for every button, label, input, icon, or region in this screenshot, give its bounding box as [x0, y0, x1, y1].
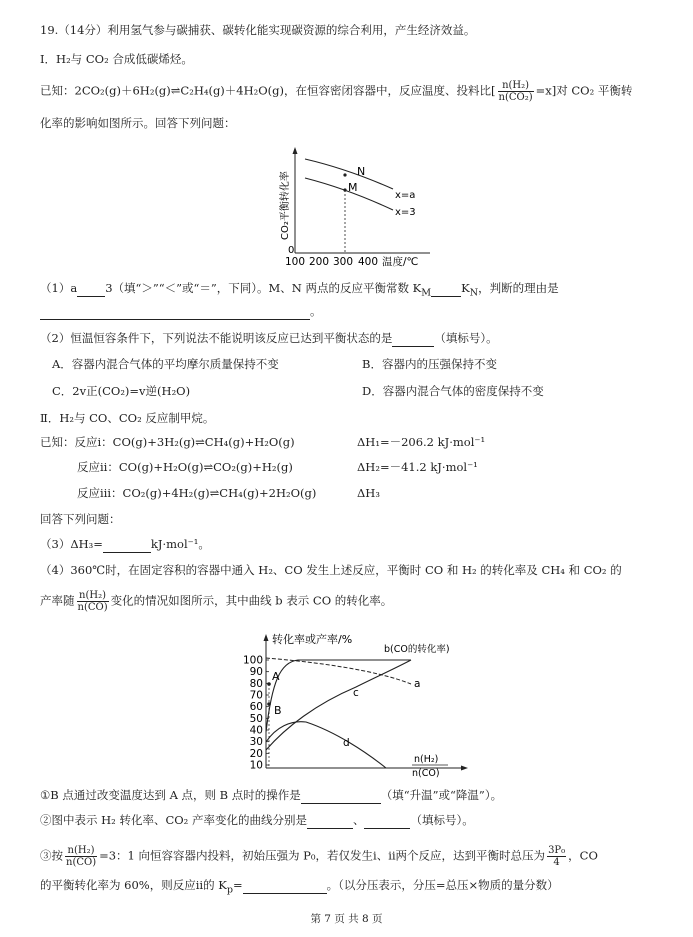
frac-num: n(H₂) — [498, 80, 534, 92]
q1-sub-m: M — [421, 287, 432, 299]
frac-den: n(CO) — [66, 857, 97, 868]
reaction-2: 反应ⅱ：CO(g)+H₂O(g)⇌CO₂(g)+H₂(g) — [77, 460, 293, 474]
q4-ratio-fraction — [77, 590, 109, 613]
label-curve-c: c — [353, 687, 359, 699]
x-axis-arrow — [461, 766, 468, 771]
option-a: A．容器内混合气体的平均摩尔质量保持不变 — [52, 357, 279, 371]
s3-text-b: =3：1 向恒容容器内投料，初始压强为 P₀，若仅发生ⅰ、ⅱ两个反应，达到平衡时总压为 — [99, 848, 546, 863]
frac-den: n(CO₂) — [498, 92, 533, 103]
y-tick-label: 10 — [249, 759, 263, 772]
y-ticks — [243, 655, 269, 772]
x-tick-200: 200 — [309, 256, 330, 268]
s2-sep: 、 — [352, 813, 365, 827]
option-c: C．2v正(CO₂)=v逆(H₂O) — [52, 384, 191, 398]
reaction-1-dh: ΔH₁=－206.2 kJ·mol⁻¹ — [357, 435, 486, 449]
chart-conversion-yield — [236, 632, 472, 780]
y-tick-label: 20 — [249, 747, 263, 760]
q1-blank-compare[interactable] — [77, 280, 105, 297]
sub-question-1 — [40, 787, 502, 804]
q1-sub-n: N — [469, 287, 479, 299]
q1-text-a: （1）a — [40, 281, 78, 295]
label-x-3: x=3 — [395, 207, 416, 218]
q3-text-b: kJ·mol⁻¹。 — [150, 537, 210, 551]
q1-blank-reason[interactable] — [40, 303, 310, 320]
sub-question-2 — [40, 812, 474, 829]
label-curve-a: a — [414, 678, 421, 690]
option-d: D．容器内混合气体的密度保持不变 — [362, 384, 544, 398]
s2-blank-2[interactable] — [364, 812, 410, 829]
y-tick-label: 30 — [249, 736, 263, 749]
y-axis-arrow — [293, 147, 298, 154]
s3-blank[interactable] — [243, 877, 327, 894]
x-axis-label: 温度/℃ — [382, 256, 419, 268]
q3-text-a: （3）ΔH₃= — [40, 537, 103, 551]
given-1-cont: 化率的影响如图所示。回答下列问题： — [40, 116, 236, 130]
s3-text-d: 的平衡转化率为 60%，则反应ⅱ的 K — [40, 878, 227, 892]
s3-text-a: ③按 — [40, 848, 63, 863]
reaction-2-dh: ΔH₂=－41.2 kJ·mol⁻¹ — [357, 460, 478, 474]
reaction-3: 反应ⅲ：CO₂(g)+4H₂(g)⇌CH₄(g)+2H₂O(g) — [77, 486, 317, 500]
q1-end: 。 — [310, 304, 322, 318]
label-m: M — [348, 181, 358, 194]
s3-text-f: 。（以分压表示，分压=总压×物质的量分数） — [326, 878, 559, 892]
point-a — [267, 682, 271, 686]
question-4-cont — [40, 590, 392, 613]
given-1-text: 已知：2CO₂(g)＋6H₂(g)⇌C₂H₄(g)＋4H₂O(g)，在恒容密闭容器中，反应温度、投料比[ — [40, 83, 496, 98]
reaction-3-dh: ΔH₃ — [357, 486, 380, 500]
q2-blank[interactable] — [392, 330, 434, 347]
question-4: （4）360℃时，在固定容积的容器中通入 H₂、CO 发生上述反应，平衡时 CO 和 H₂ 的转化率及 CH₄ 和 CO₂ 的 — [40, 563, 622, 577]
s1-blank[interactable] — [301, 787, 381, 804]
s2-text-a: ②图中表示 H₂ 转化率、CO₂ 产率变化的曲线分别是 — [40, 813, 307, 827]
answer-prompt: 回答下列问题： — [40, 512, 121, 526]
option-b: B．容器内的压强保持不变 — [362, 357, 497, 371]
page-footer: 第 7 页 共 8 页 — [310, 913, 383, 925]
point-b — [267, 702, 271, 706]
s3-sub-p: p — [226, 884, 233, 896]
s2-text-b: （填标号）。 — [410, 813, 474, 827]
question-1: （1）a 3（填“＞”“＜”或“＝”，下同）。M、N 两点的反应平衡常数 $K_M$ $K_N$，判断的理由是 — [40, 281, 559, 299]
label-n: N — [357, 165, 366, 178]
part2-title: Ⅱ．H₂与 CO、CO₂ 反应制甲烷。 — [40, 411, 215, 425]
given-1 — [40, 80, 632, 103]
s3-text-c: ，CO — [568, 848, 598, 863]
y-tick-label: 80 — [249, 677, 263, 690]
question-1-reason — [40, 303, 322, 320]
y-axis-label: 转化率或产率/% — [272, 633, 353, 646]
label-point-a: A — [272, 670, 280, 683]
question-3 — [40, 536, 210, 553]
x-tick-100: 100 — [285, 256, 306, 268]
frac-den: 4 — [553, 857, 560, 868]
s3-eq: = — [232, 878, 243, 892]
chart-co2-conversion — [268, 145, 438, 270]
frac-num: 3P₀ — [548, 845, 566, 856]
reaction-1: 已知：反应ⅰ：CO(g)+3H₂(g)⇌CH₄(g)+H₂O(g) — [40, 435, 295, 449]
q4-text-a: 产率随 — [40, 593, 75, 608]
label-curve-d: d — [343, 737, 350, 749]
frac-den: n(CO) — [77, 602, 108, 613]
frac-num: n(H₂) — [77, 590, 109, 602]
y-tick-label: 90 — [249, 666, 263, 679]
sub-question-3 — [40, 845, 598, 868]
s1-text-a: ①B 点通过改变温度达到 A 点，则 B 点时的操作是 — [40, 788, 301, 802]
x-tick-300: 300 — [333, 256, 354, 268]
s3-pressure-fraction — [547, 845, 566, 868]
part1-title: Ⅰ．H₂与 CO₂ 合成低碳烯烃。 — [40, 52, 193, 66]
origin-label: 0 — [288, 245, 295, 256]
label-curve-b: b(CO的转化率) — [384, 644, 450, 655]
question-title: 19.（14分）利用氢气参与碳捕获、碳转化能实现碳资源的综合利用，产生经济效益。 — [40, 23, 476, 37]
y-axis-label: CO₂平衡转化率 — [280, 171, 291, 240]
point-n — [343, 173, 346, 176]
y-tick-label: 70 — [249, 689, 263, 702]
y-tick-label: 40 — [249, 724, 263, 737]
y-tick-label: 60 — [249, 701, 263, 714]
s1-text-b: （填“升温”或“降温”）。 — [380, 788, 503, 802]
x-label-den: n(CO) — [412, 768, 440, 779]
label-point-b: B — [274, 704, 282, 717]
given-1-tail: =x]对 CO₂ 平衡转 — [535, 83, 633, 98]
s2-blank-1[interactable] — [307, 812, 353, 829]
y-axis-arrow — [264, 634, 269, 641]
frac-num: n(H₂) — [65, 845, 97, 857]
x-tick-400: 400 — [358, 256, 379, 268]
feed-ratio-fraction — [498, 80, 534, 103]
y-tick-label: 50 — [249, 712, 263, 725]
label-x-a: x=a — [395, 190, 416, 201]
curve-d — [266, 722, 386, 768]
q1-text-b: 3（填“＞”“＜”或“＝”，下同）。M、N 两点的反应平衡常数 K — [105, 281, 422, 295]
point-m — [343, 188, 346, 191]
q1-text-c: ，判断的理由是 — [478, 281, 559, 295]
question-2 — [40, 330, 498, 347]
q1-blank-k[interactable] — [431, 280, 461, 297]
q2-end: （填标号）。 — [434, 331, 498, 345]
q2-text: （2）恒温恒容条件下，下列说法不能说明该反应已达到平衡状态的是 — [40, 331, 393, 345]
s3-ratio-fraction — [65, 845, 97, 868]
sub-question-3-cont — [40, 877, 559, 898]
y-tick-label: 100 — [242, 654, 263, 667]
q4-text-b: 变化的情况如图所示，其中曲线 b 表示 CO 的转化率。 — [110, 593, 393, 608]
x-label-num: n(H₂) — [414, 754, 439, 765]
q3-blank[interactable] — [103, 536, 151, 553]
